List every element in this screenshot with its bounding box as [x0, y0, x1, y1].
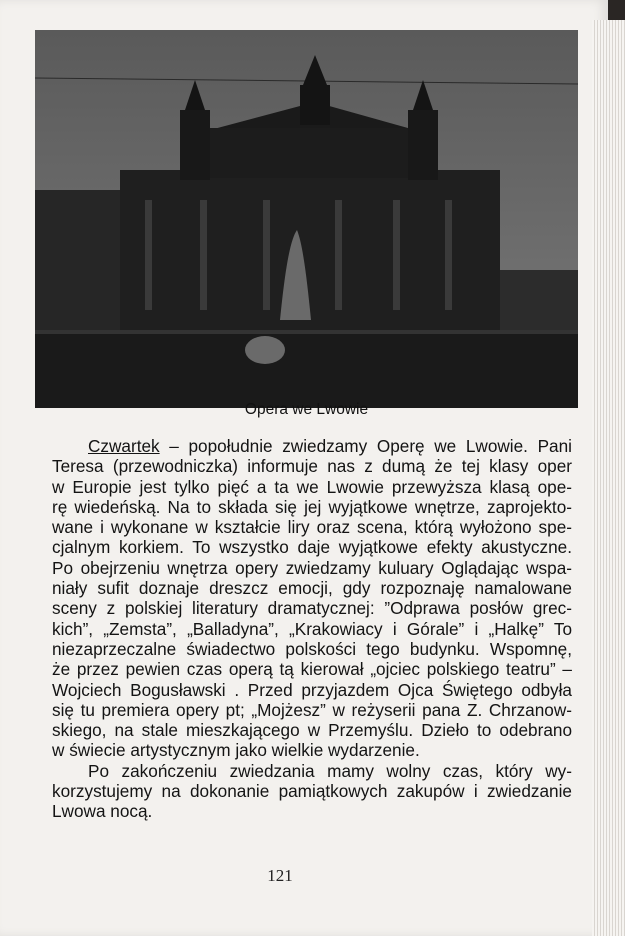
text-line: się tu premiera opery pt; „Mojżesz” w reżyserii pana Z. Chrzanow- — [52, 699, 572, 720]
text-line: cjalnym korkiem. To wszystko daje wyjątkowe efekty akustyczne. — [52, 537, 572, 558]
text-line: w Europie jest tylko pięć a ta we Lwowie przewyższa klasą ope- — [52, 476, 572, 497]
text-line: wane i wykonane w kształcie liry oraz scena, którą wyłożono spe- — [52, 517, 572, 538]
text-line: kich”, „Zemsta”, „Balladyna”, „Krakowiacy i Górale” i „Halkę” To — [52, 618, 572, 639]
text-line: skiego, na stale mieszkającego w Przemyślu. Dzieło to odebrano — [52, 720, 572, 741]
text-line: Po obejrzeniu wnętrza opery zwiedzamy kuluary Oglądając wspa- — [52, 557, 572, 578]
page-stack-edge — [592, 20, 625, 936]
body-text — [52, 436, 572, 822]
text-line: rę wiedeńską. Na to składa się jej wyjątkowe wnętrze, zaprojekto- — [52, 496, 572, 517]
text-line: sceny z polskiej literatury dramatycznej: ”Odprawa posłów grec- — [52, 598, 572, 619]
photo-caption: Opera we Lwowie — [244, 401, 369, 418]
day-heading: Czwartek — [88, 436, 160, 456]
text-line-content: – popołudnie zwiedzamy Operę we Lwowie. Pani — [159, 436, 572, 456]
text-line: Po zakończeniu zwiedzania mamy wolny czas, który wy- — [88, 760, 572, 781]
text-line: korzystujemy na dokonanie pamiątkowych zakupów i zwiedzanie — [52, 781, 572, 802]
text-line: niezaprzeczalne świadectwo polskości tego budynku. Wspomnę, — [52, 638, 572, 659]
text-line: w świecie artystycznym jako wielkie wydarzenie. — [52, 740, 420, 761]
opera-building-image — [35, 30, 578, 408]
text-line: Teresa (przewodniczka) informuje nas z dumą że tej klasy oper — [52, 456, 572, 477]
text-line: niały sufit doznaje dreszcz emocji, gdy rozpoznaję namalowane — [52, 578, 572, 599]
opera-photo — [35, 30, 578, 408]
text-line: że przez pewien czas operą tą kierował „ojciec polskiego teatru” – — [52, 659, 572, 680]
text-line — [52, 436, 572, 456]
text-line: Lwowa nocą. — [52, 801, 153, 822]
text-line: Wojciech Bogusławski . Przed przyjazdem Ojca Świętego odbyła — [52, 679, 572, 700]
page-number: 121 — [267, 866, 293, 885]
